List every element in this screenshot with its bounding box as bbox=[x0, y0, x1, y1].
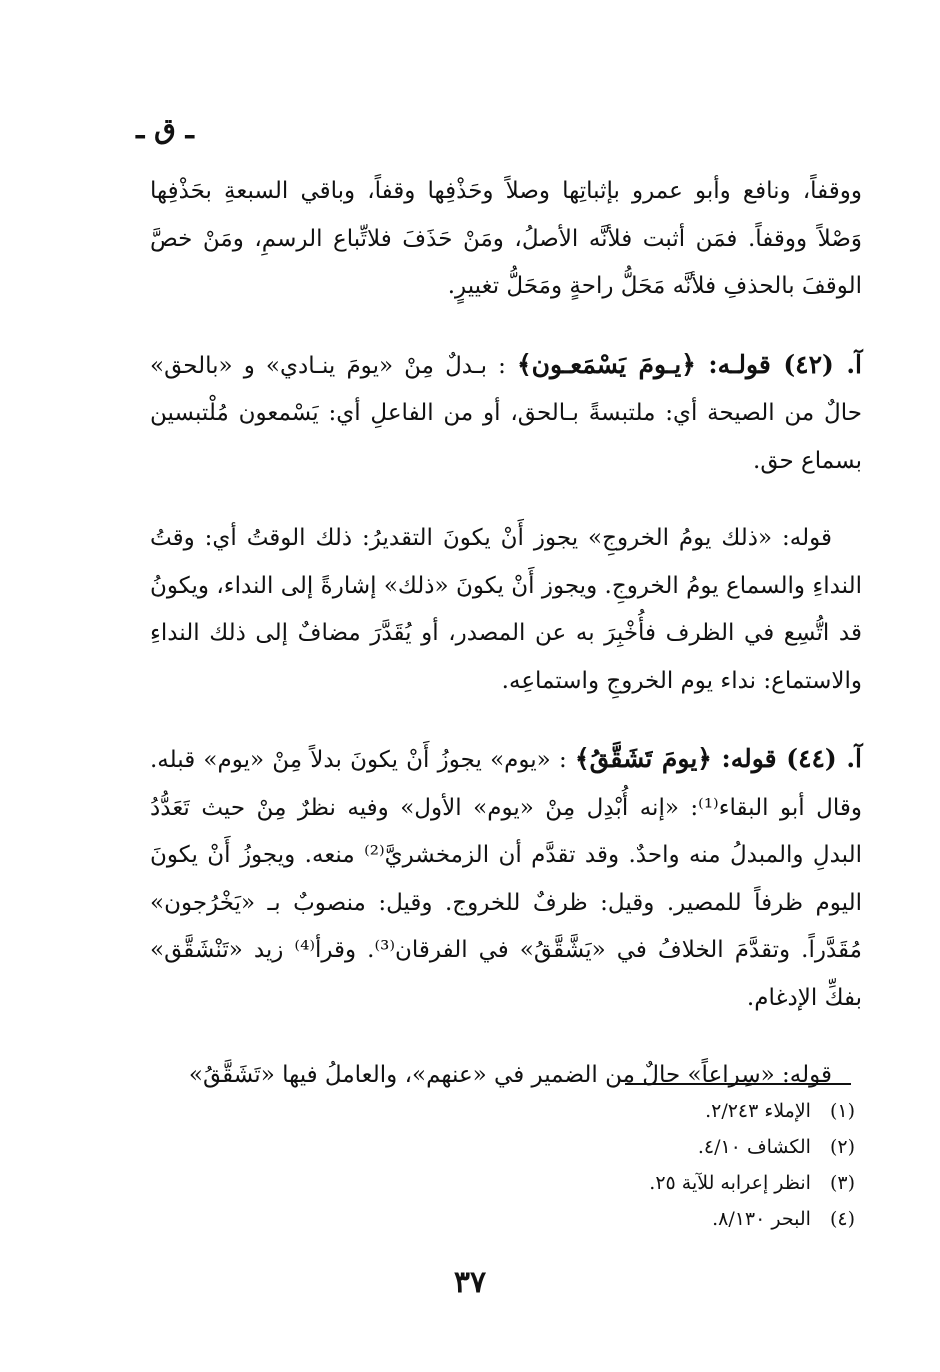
footnote-number: (٤) bbox=[829, 1208, 855, 1230]
paragraph bbox=[150, 168, 862, 311]
footnote-text: البحر ٨/١٣٠. bbox=[712, 1208, 811, 1230]
page-header: ـ ق ـ bbox=[136, 112, 194, 145]
main-text bbox=[150, 168, 862, 1130]
page-number: ٣٧ bbox=[453, 1265, 487, 1300]
footnote-text: الكشاف ٤/١٠. bbox=[697, 1136, 811, 1158]
footnote bbox=[500, 1093, 855, 1129]
verse-heading: آ. (٤٤) قوله: ﴿يومَ تَشَقَّقُ﴾ bbox=[574, 744, 862, 773]
footnote bbox=[500, 1201, 855, 1237]
paragraph bbox=[150, 515, 862, 705]
footnote bbox=[500, 1165, 855, 1201]
footnote bbox=[500, 1129, 855, 1165]
paragraph-text: ووقفاً، ونافع وأبو عمرو بإثباتِها وصلاً وحَذْفِها وقفاً، وباقي السبعةِ بحَذْفِها وَصْلاً ووقفاً. فمَن أثبت فلأنَّه الأصلُ، ومَنْ حَذَفَ فلاتِّباع الرسمِ، ومَنْ خصَّ الوقفَ بالحذفِ فلأنَّه مَحَلُّ راحةٍ ومَحَلُّ تغييرٍ. bbox=[150, 178, 862, 299]
footnote-separator bbox=[625, 1083, 851, 1085]
paragraph bbox=[150, 341, 862, 486]
verse-heading: آ. (٤٢) قولـه: ﴿يـومَ يَسْمَعـون﴾ bbox=[517, 349, 863, 379]
footnote-number: (٢) bbox=[829, 1136, 855, 1158]
footnote-number: (١) bbox=[829, 1100, 855, 1122]
paragraph-text: قوله: «ذلك يومُ الخروجِ» يجوز أَنْ يكونَ التقديرُ: ذلك الوقتُ أي: وقتُ النداءِ والسماع يومُ الخروجِ. ويجوز أَنْ يكونَ «ذلك» إشارةً إلى النداء، ويكونُ قد اتُّسِع في الظرف فأُخْبِرَ به عن المصدر، أو يُقَدَّرَ مضافٌ إلى ذلك النداءِ والاستماع: نداء يوم الخروجِ واستماعِه. bbox=[150, 525, 862, 694]
paragraph-text: : بـدلٌ مِنْ «يومَ ينـادي» و «بالحق» حالٌ من الصيحة أي: ملتبسةً بـالحق، أو من الفاعلِ أي: يَسْمعون مُلْتبسين بسماع حق. bbox=[150, 352, 862, 474]
paragraph bbox=[150, 735, 862, 1022]
paragraph-text: : «يوم» يجوزُ أَنْ يكونَ بدلاً مِنْ «يوم» قبله. وقال أبو البقاء⁽¹⁾: «إنه أُبْدِل مِنْ «يوم» الأول» وفيه نظرٌ مِنْ حيث تَعَدُّدُ البدلِ والمبدلُ منه واحدٌ. وقد تقدَّم أن الزمخشريَّ⁽²⁾ منعه. ويجوزُ أَنْ يكونَ اليوم ظرفاً للمصير. وقيل: ظرفٌ للخروج. وقيل: منصوبٌ بـ «يَخْرُجون» مُقَدَّراً. وتقدَّمَ الخلافُ في «يَشَّقَّقُ» في الفرقان⁽³⁾. وقرأ⁽⁴⁾ زيد «تَنْشَقَّق» بفكِّ الإدغام. bbox=[150, 747, 863, 1011]
footnote-text: انظر إعرابه للآية ٢٥. bbox=[649, 1172, 811, 1194]
footnote-number: (٣) bbox=[829, 1172, 855, 1194]
paragraph-text: قوله: «سِراعاً» حالٌ من الضمير في «عنهم»، والعاملُ فيها «تَشَقَّقُ» bbox=[188, 1062, 832, 1088]
footnote-text: الإملاء ٢/٢٤٣. bbox=[705, 1100, 811, 1122]
footnotes bbox=[500, 1093, 855, 1237]
